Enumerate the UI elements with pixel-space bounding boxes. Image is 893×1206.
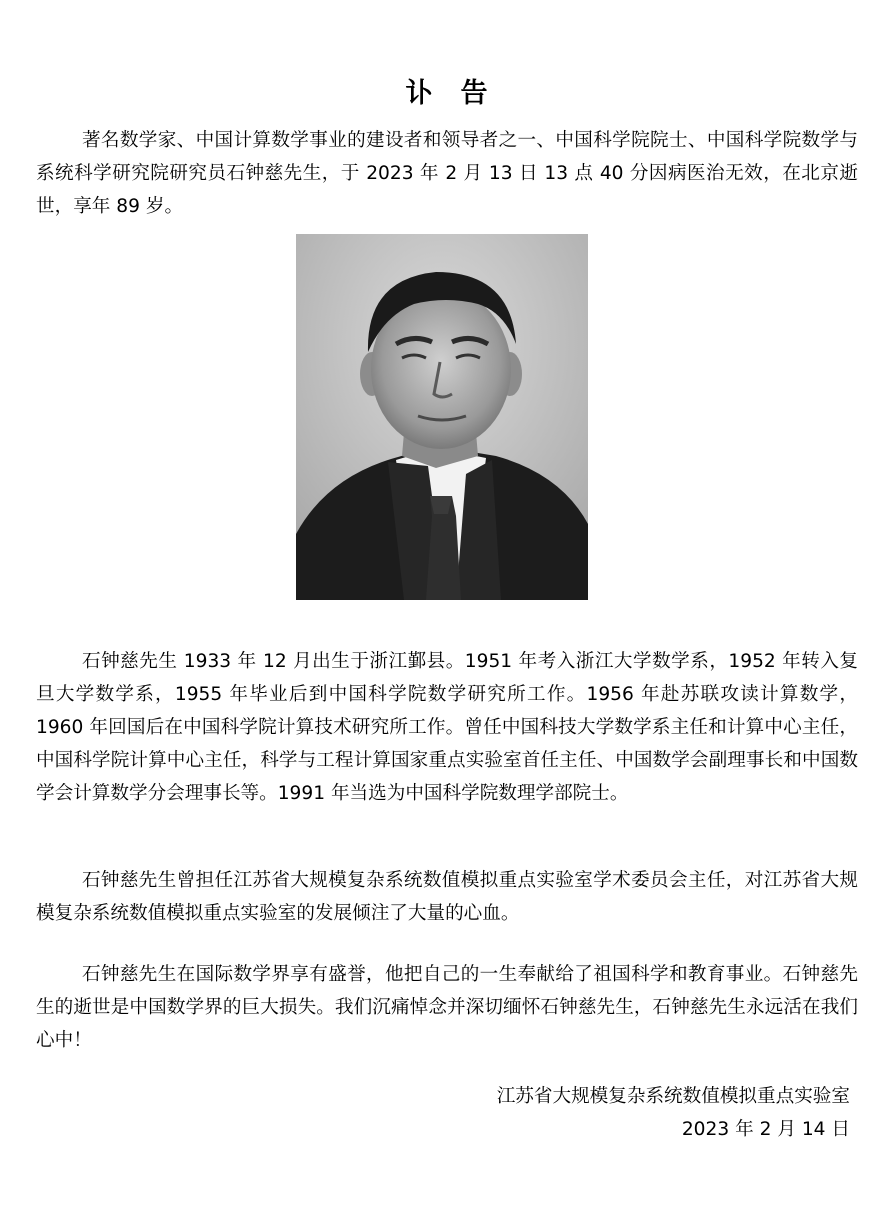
page-title: 讣告 xyxy=(405,78,516,109)
intro-paragraph: 著名数学家、中国计算数学事业的建设者和领导者之一、中国科学院院士、中国科学院数学与系统科学研究院研究员石钟慈先生，于 2023 年 2 月 13 日 13 点 40 分因病医治无效，在北京逝世，享年 89 岁。 xyxy=(36,130,858,217)
signature-organization: 江苏省大规模复杂系统数值模拟重点实验室 xyxy=(496,1086,850,1107)
lab-role-paragraph: 石钟慈先生曾担任江苏省大规模复杂系统数值模拟重点实验室学术委员会主任，对江苏省大规模复杂系统数值模拟重点实验室的发展倾注了大量的心血。 xyxy=(36,870,858,924)
portrait-photo xyxy=(296,234,588,600)
signature-date: 2023 年 2 月 14 日 xyxy=(681,1119,850,1140)
tribute-paragraph: 石钟慈先生在国际数学界享有盛誉，他把自己的一生奉献给了祖国科学和教育事业。石钟慈先生的逝世是中国数学界的巨大损失。我们沉痛悼念并深切缅怀石钟慈先生，石钟慈先生永远活在我们心中！ xyxy=(36,964,858,1051)
biography-paragraph: 石钟慈先生 1933 年 12 月出生于浙江鄞县。1951 年考入浙江大学数学系，1952 年转入复旦大学数学系，1955 年毕业后到中国科学院数学研究所工作。1956 年赴苏联攻读计算数学，1960 年回国后在中国科学院计算技术研究所工作。曾任中国科技大学数学系主任和计算中心主任，中国科学院计算中心主任，科学与工程计算国家重点实验室首任主任、中国数学会副理事长和中国数学会计算数学分会理事长等。1991 年当选为中国科学院数理学部院士。 xyxy=(36,651,858,804)
portrait-photo-icon xyxy=(296,234,588,600)
